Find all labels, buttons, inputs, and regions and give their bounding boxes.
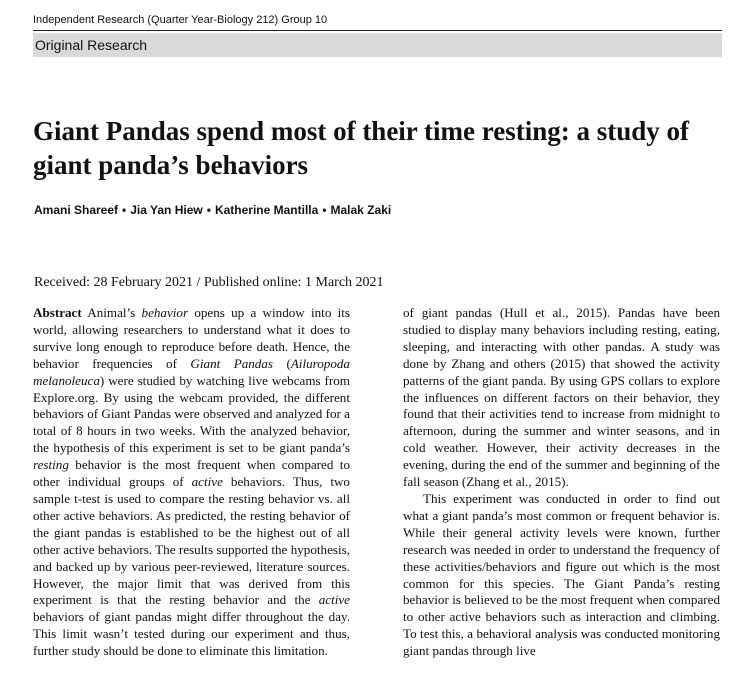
author-separator: • — [206, 203, 211, 217]
abstract-emphasis: Giant Pandas — [190, 355, 273, 371]
abstract-column — [33, 305, 350, 660]
author-separator: • — [122, 203, 127, 217]
author-separator: • — [322, 203, 327, 217]
abstract-label: Abstract — [33, 305, 82, 320]
abstract-emphasis: active — [191, 474, 223, 490]
paper-title: Giant Pandas spend most of their time resting: a study of giant panda’s behaviors — [33, 116, 690, 180]
body-paragraph: This experiment was conducted in order to find out what a giant panda’s most common or frequent behavior is. While their general activity levels were known, further research was needed in order to understand the frequency of these activities/behaviors and figure out which is the most common for this species. The Giant Panda’s resting behavior is believed to be the most frequent when compared to other active behaviors such as interaction and climbing. To test this, a behavioral analysis was conducted monitoring giant pandas through live — [403, 490, 720, 659]
author-name: Jia Yan Hiew — [130, 203, 203, 217]
abstract-text: Animal’s — [81, 305, 142, 320]
abstract-text: ) were studied by watching live webcams from Explore.org. By using the webcam provided, the different behaviors of Giant Pandas were observed and analyzed for a total of 8 hours in two weeks. With the analyzed behavior, the hypothesis of this experiment is set to be giant panda’s — [33, 372, 350, 456]
abstract-text: behaviors of giant pandas might differ throughout the day. This limit wasn’t tested during our experiment and thus, further study should be done to eliminate this limitation. — [33, 609, 350, 659]
journal-header: Independent Research (Quarter Year-Biology 212) Group 10 — [33, 14, 328, 26]
author-list — [34, 202, 724, 218]
received-published-dates: Received: 28 February 2021 / Published online: 1 March 2021 — [34, 275, 384, 290]
author-name: Malak Zaki — [330, 203, 392, 217]
body-paragraph: of giant pandas (Hull et al., 2015). Pandas have been studied to display many behaviors including resting, eating, sleeping, and interacting with other pandas. A study was done by Zhang and others (2015) that showed the activity patterns of the giant panda. By using GPS collars to explore the influences on different factors on their behavior, they found that their activities tend to increase from midnight to afternoon, during the summer and winter seasons, and in cold weather. However, their activity decreases in the evening, during the end of the summer and beginning of the fall season (Zhang et al., 2015). — [403, 305, 720, 490]
section-label: Original Research — [35, 37, 148, 53]
author-name: Amani Shareef — [34, 203, 119, 217]
abstract-text: behaviors. Thus, two sample t-test is used to compare the resting behavior vs. all other active behaviors. As predicted, the resting behavior of the giant pandas is established to be the highest out of all other active behaviors. The results supported the hypothesis, and backed up by various peer-reviewed, literature sources. However, the major limit that was derived from this experiment is that the resting behavior and the — [33, 474, 350, 608]
header-rule — [33, 30, 722, 31]
abstract-emphasis: resting — [33, 457, 69, 473]
abstract-text: ( — [272, 355, 291, 371]
body-column — [403, 305, 720, 660]
abstract-paragraph — [33, 305, 350, 660]
abstract-emphasis: active — [318, 592, 350, 608]
abstract-emphasis: behavior — [141, 305, 189, 320]
author-name: Katherine Mantilla — [214, 203, 319, 217]
abstract-emphasis: Ailuropoda melanoleuca — [33, 355, 350, 388]
abstract-text: opens up a window into its world, allowing researchers to understand what it does to survive long enough to reproduce before death. Hence, the behavior frequencies of — [33, 305, 350, 371]
abstract-text: behavior is the most frequent when compared to other individual groups of — [33, 457, 350, 490]
section-label-bar — [33, 33, 722, 57]
